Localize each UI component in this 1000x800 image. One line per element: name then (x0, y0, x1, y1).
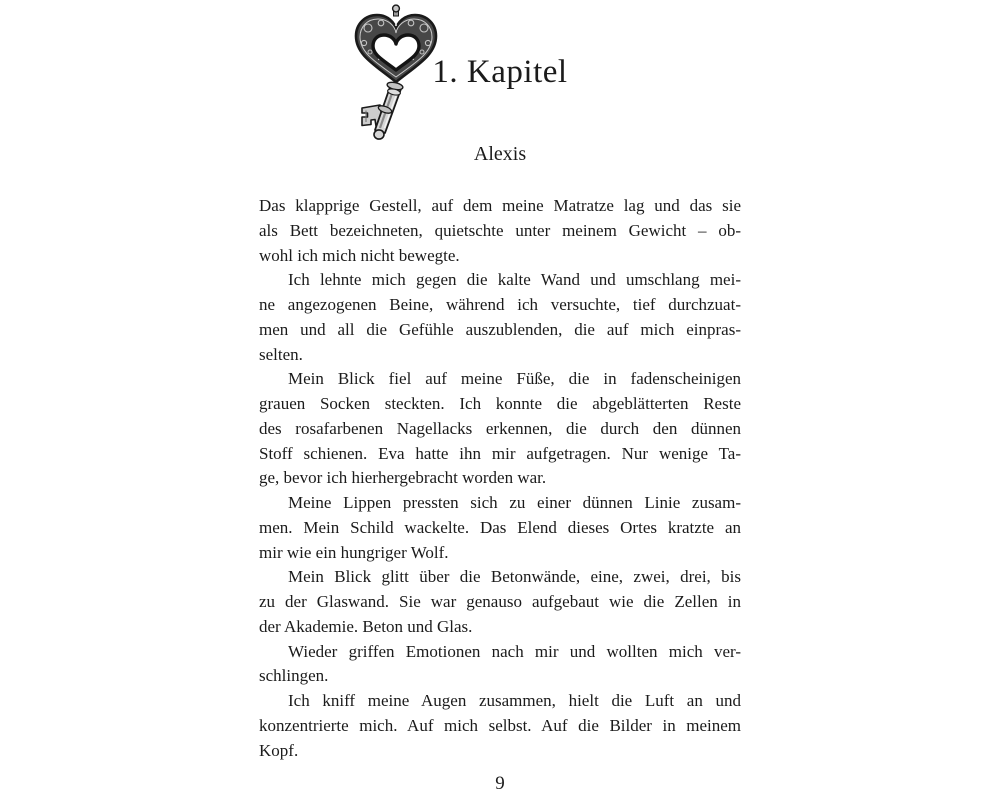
text-line: wohl ich mich nicht bewegte. (259, 245, 460, 265)
chapter-subtitle: Alexis (473, 143, 527, 165)
text-line: Meine Lippen pressten sich zu einer dünnen Linie zusam- (288, 493, 741, 512)
text-line: konzentrierte mich. Auf mich selbst. Auf die Bilder in meinem (259, 715, 741, 735)
text-line: Mein Blick glitt über die Betonwände, eine, zwei, drei, bis (288, 567, 741, 587)
text-line: ge, bevor ich hierhergebracht worden war. (259, 468, 547, 488)
text-line: Ich lehnte mich gegen die kalte Wand und umschlang mei- (288, 270, 741, 290)
text-line: der Akademie. Beton und Glas. (259, 616, 473, 636)
chapter-title: 1. Kapitel (432, 54, 568, 90)
text-line: Das klapprige Gestell, auf dem meine Matratze lag und das sie (259, 196, 741, 215)
text-line: Stoff schienen. Eva hatte ihn mir aufgetragen. Nur wenige Ta- (259, 443, 741, 463)
page-number: 9 (495, 773, 505, 794)
text-line: schlingen. (259, 666, 329, 686)
text-line: men und all die Gefühle auszublenden, die auf mich einpras- (259, 319, 741, 339)
text-line: Wieder griffen Emotionen nach mir und wollten mich ver- (288, 641, 741, 661)
text-line: men. Mein Schild wackelte. Das Elend dieses Ortes kratzte an (259, 517, 741, 537)
text-line: zu der Glaswand. Sie war genauso aufgebaut wie die Zellen in (259, 592, 741, 611)
body-text (259, 194, 741, 763)
text-line: ne angezogenen Beine, während ich versuchte, tief durchzuat- (259, 295, 741, 314)
text-line: grauen Socken steckten. Ich konnte die abgeblätterten Reste (259, 394, 741, 413)
text-line: Mein Blick fiel auf meine Füße, die in fadenscheinigen (288, 369, 741, 389)
text-line: selten. (259, 344, 303, 364)
text-line: als Bett bezeichneten, quietschte unter meinem Gewicht – ob- (259, 220, 741, 240)
text-line: des rosafarbenen Nagellacks erkennen, die durch den dünnen (259, 418, 741, 438)
text-line: Ich kniff meine Augen zusammen, hielt die Luft an und (288, 691, 741, 710)
text-line: Kopf. (259, 740, 299, 760)
text-line: mir wie ein hungriger Wolf. (259, 542, 449, 562)
